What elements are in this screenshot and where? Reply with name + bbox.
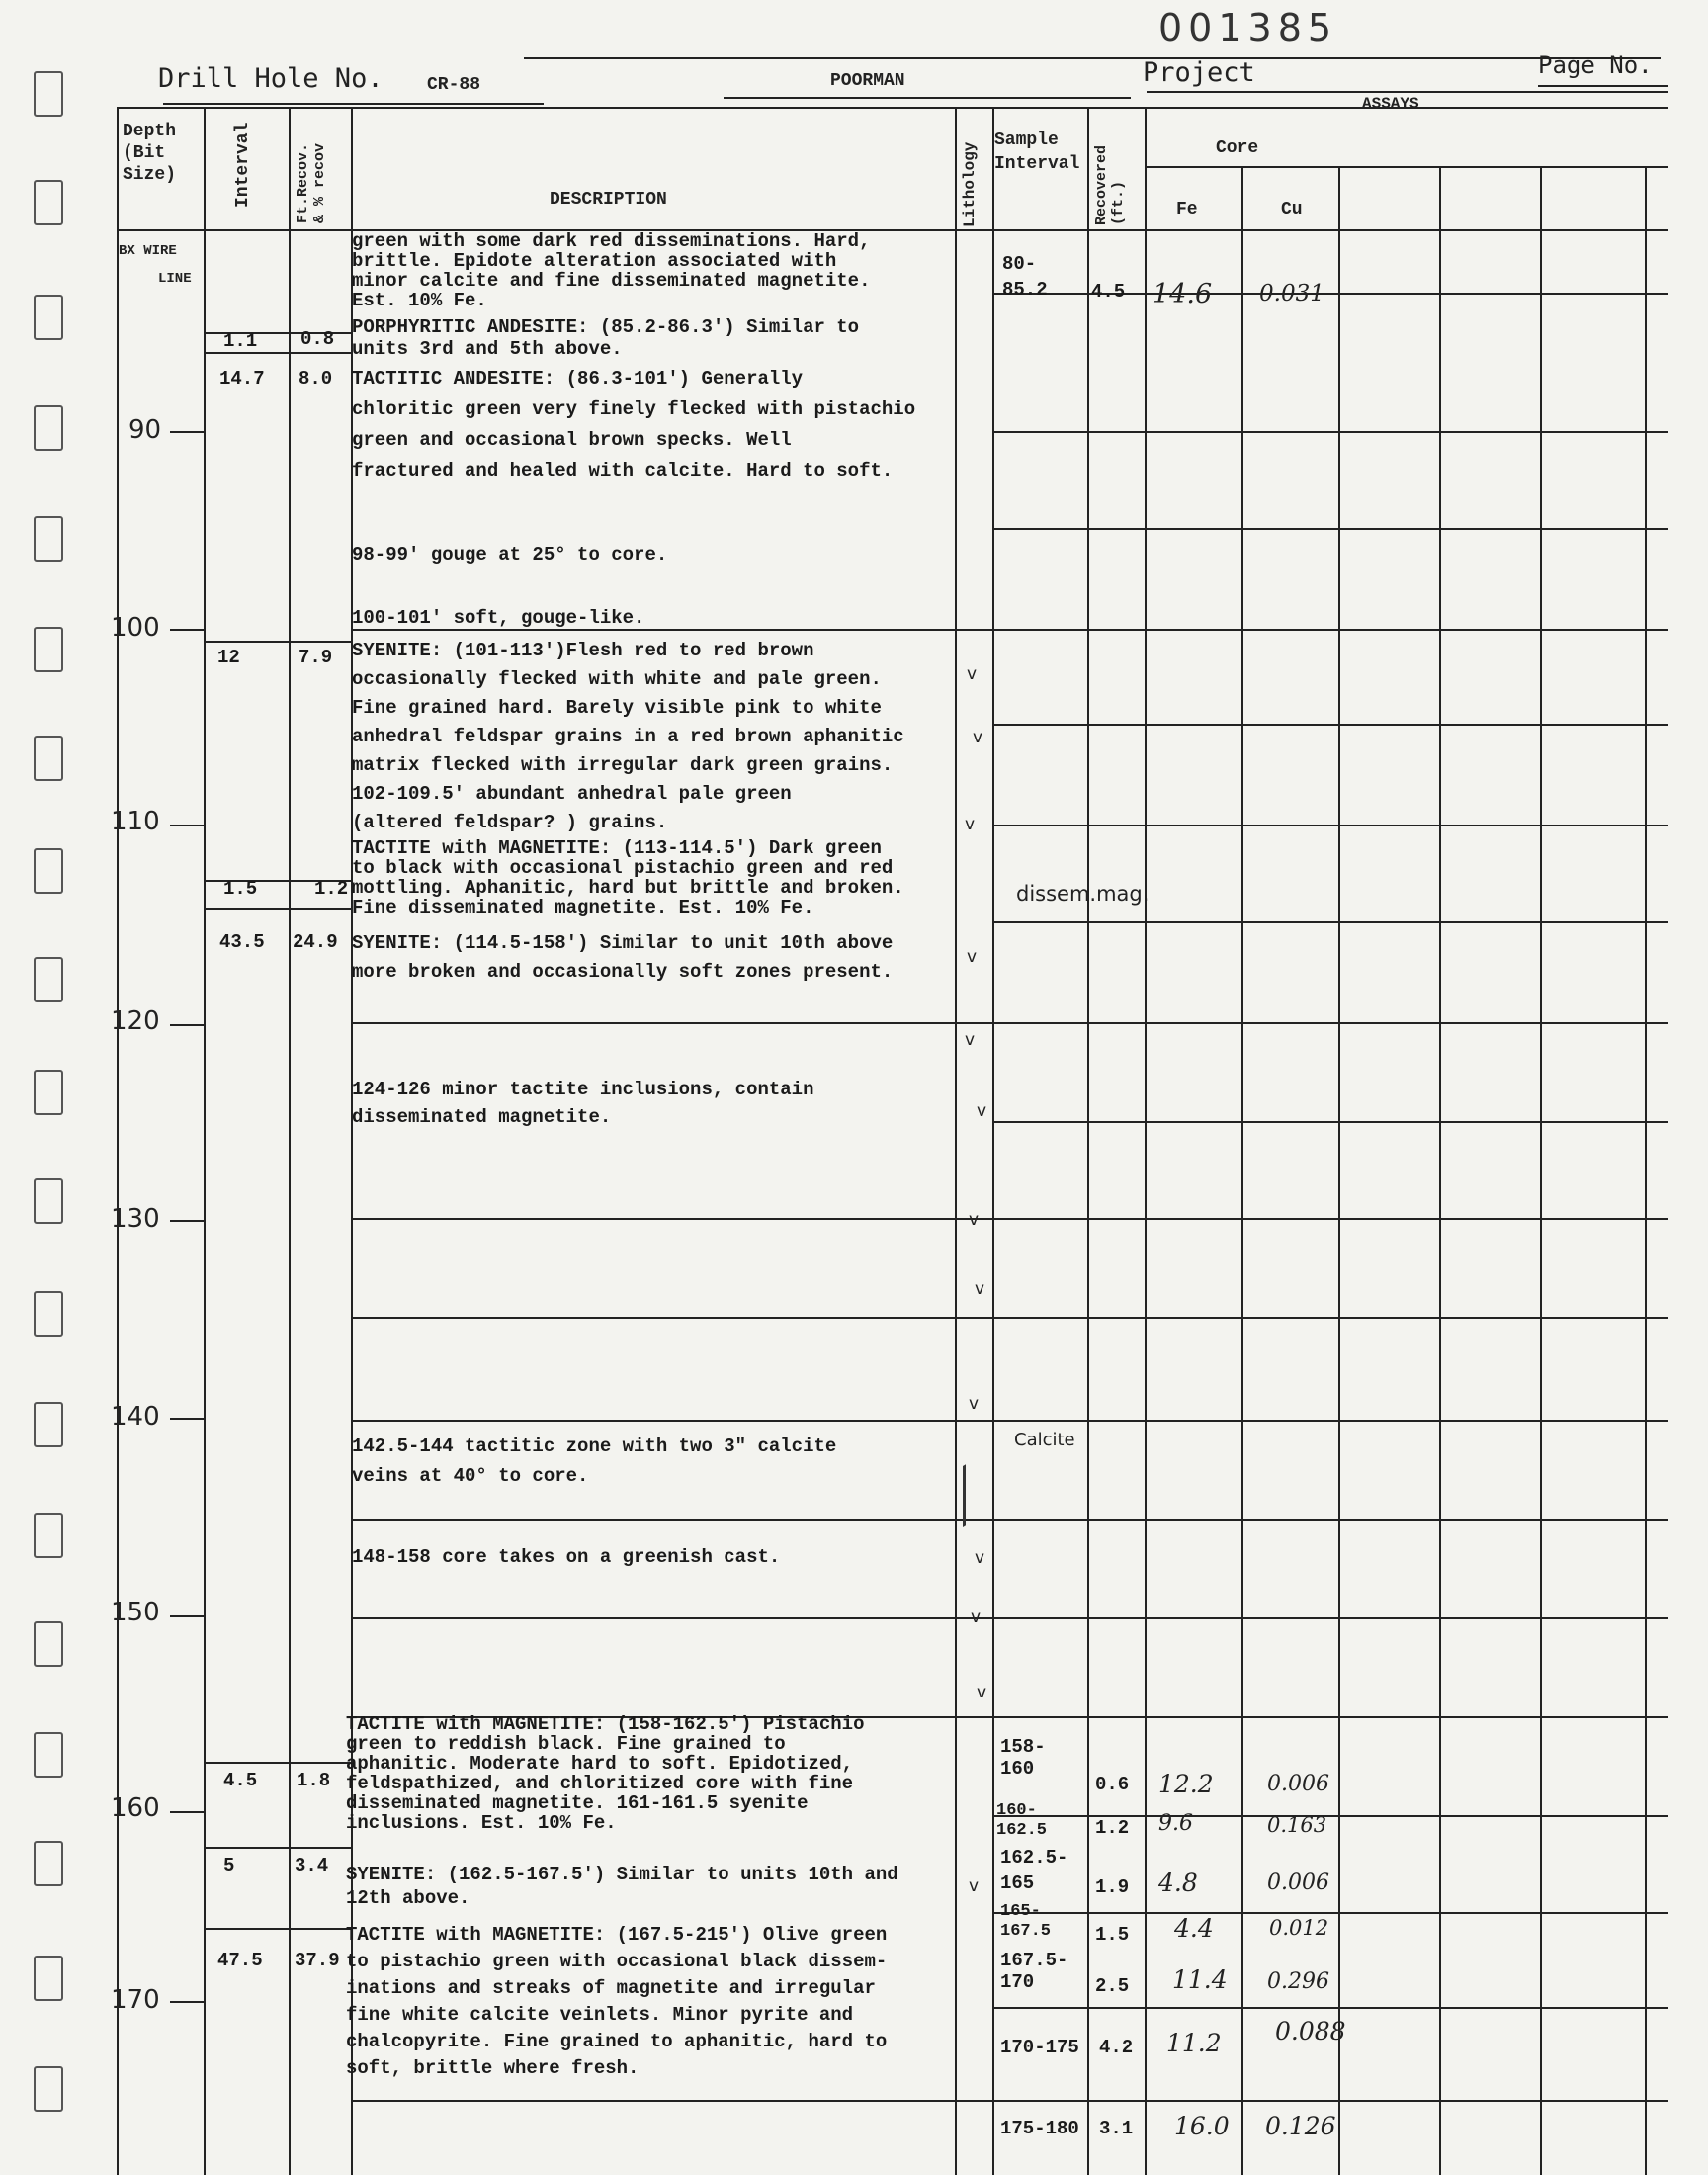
recovered-value: 0.6 — [1095, 1774, 1130, 1795]
punch-hole — [34, 295, 63, 340]
assay-column-border — [1439, 166, 1441, 2175]
recovery-value: 8.0 — [299, 368, 333, 390]
row-line — [992, 528, 1668, 530]
interval-value: 1.1 — [223, 330, 258, 352]
punch-hole — [34, 1291, 63, 1337]
dissem-mag-note: dissem.mag. — [1016, 882, 1150, 906]
cu-value: 0.088 — [1275, 2017, 1346, 2045]
lithology-v-mark: v — [977, 1101, 987, 1121]
depth-tick — [170, 431, 206, 433]
description-block: 100-101' soft, gouge-like. — [352, 607, 645, 629]
lithology-v-mark: v — [975, 1548, 985, 1568]
lithology-v-mark: v — [977, 1683, 987, 1702]
interval-value: 4.5 — [223, 1770, 258, 1791]
lithology-v-mark: v — [975, 1279, 985, 1299]
fe-header: Fe — [1176, 200, 1198, 219]
punch-hole — [34, 1841, 63, 1886]
description-block: 142.5-144 tactitic zone with two 3" calcite veins at 40° to core. — [352, 1436, 837, 1487]
assay-column-border — [1540, 166, 1542, 2175]
calcite-note: Calcite — [1014, 1430, 1075, 1450]
depth-label: 120 — [111, 1006, 160, 1036]
unit-boundary — [204, 1847, 352, 1849]
recovered-border — [1145, 107, 1147, 2175]
interval-value: 14.7 — [219, 368, 265, 390]
drill-hole-number: CR-88 — [427, 75, 481, 95]
row-line — [351, 1420, 1668, 1422]
sample-interval-value: 158-160 — [1000, 1736, 1046, 1780]
description-block: SYENITE: (101-113')Flesh red to red brown occasionally flecked with white and pale green. Fine grained hard. Barely visible pink to white anhedral feldspar grains in a red brown aphanitic matrix flecked with irregular dark green grains. 102-109.5' abundant anhedral pale green (altered feldspar? ) grains. — [352, 640, 904, 833]
row-line — [992, 2007, 1668, 2009]
sample-interval-value: 160-162.5 — [996, 1801, 1048, 1840]
fe-value: 4.4 — [1174, 1914, 1214, 1943]
punch-hole — [34, 1402, 63, 1447]
row-line — [992, 1912, 1668, 1914]
recovery-value: 1.2 — [314, 878, 349, 900]
description-block: TACTITE with MAGNETITE: (167.5-215') Olive green to pistachio green with occasional black dissem- inations and streaks of magnetite and irregular fine white calcite veinlets. Minor pyrite and chalcopyrite. Fine grained to aphanitic, hard to soft, brittle where fresh. — [346, 1924, 888, 2079]
fe-value: 14.6 — [1153, 279, 1213, 309]
punch-hole — [34, 2066, 63, 2112]
calcite-vein-symbol — [963, 1448, 993, 1527]
lithology-v-mark: v — [965, 815, 976, 834]
recovered-value: 1.2 — [1095, 1817, 1130, 1839]
header-top-rule — [524, 57, 1661, 59]
depth-column-left-border — [117, 107, 119, 2175]
table-top-rule — [117, 107, 1668, 109]
cu-value: 0.006 — [1267, 1772, 1329, 1796]
depth-label: 150 — [111, 1598, 160, 1627]
sample-interval-value: 170-175 — [1000, 2037, 1079, 2058]
fe-column-border — [1241, 166, 1243, 2175]
lithology-v-mark: v — [967, 947, 978, 967]
depth-label: 100 — [111, 613, 160, 643]
description-block: 148-158 core takes on a greenish cast. — [352, 1546, 781, 1568]
serial-number: 001385 — [1158, 6, 1338, 49]
fe-value: 11.4 — [1172, 1965, 1228, 1994]
unit-boundary — [204, 352, 352, 354]
property-underline — [724, 97, 1131, 99]
depth-tick — [170, 1615, 206, 1617]
row-line — [992, 431, 1668, 433]
depth-label: 130 — [111, 1204, 160, 1234]
recovered-value: 2.5 — [1095, 1975, 1130, 1997]
recovered-value: 1.5 — [1095, 1924, 1130, 1946]
row-line — [992, 825, 1668, 826]
recovered-header: Recovered (ft.) — [1093, 144, 1127, 225]
bit-size: BX WIRE LINE — [119, 243, 192, 287]
cu-value: 0.126 — [1265, 2112, 1336, 2140]
fe-value: 9.6 — [1158, 1811, 1193, 1836]
row-line — [351, 629, 1668, 631]
row-line — [351, 1519, 1668, 1521]
page-label: Page No. — [1538, 51, 1653, 79]
description-block: TACTITIC ANDESITE: (86.3-101') Generally chloritic green very finely flecked with pistachio green and occasional brown specks. Well fractured and healed with calcite. Hard to soft. — [352, 368, 916, 481]
description-block: SYENITE: (114.5-158') Similar to unit 10th above more broken and occasionally soft zones present. — [352, 932, 894, 983]
depth-label: 160 — [111, 1793, 160, 1823]
depth-label: 170 — [111, 1985, 160, 2015]
depth-label: 140 — [111, 1402, 160, 1432]
row-line — [992, 921, 1668, 923]
unit-boundary — [204, 908, 352, 910]
row-line — [351, 1317, 1668, 1319]
recovered-value: 4.5 — [1091, 281, 1126, 303]
row-line — [351, 1022, 1668, 1024]
sample-interval-header: Sample Interval — [994, 130, 1080, 174]
recovery-value: 7.9 — [299, 647, 333, 668]
punch-hole — [34, 180, 63, 225]
lithology-right-border — [992, 107, 994, 2175]
recovery-value: 24.9 — [293, 931, 338, 953]
recovered-value: 1.9 — [1095, 1876, 1130, 1898]
punch-hole — [34, 848, 63, 894]
unit-boundary — [204, 1762, 352, 1764]
depth-tick — [170, 1418, 206, 1420]
lithology-v-mark: v — [969, 1876, 980, 1896]
description-block: green with some dark red disseminations. Hard, brittle. Epidote alteration associated with minor calcite and fine disseminated magnetite. Est. 10% Fe. — [352, 230, 871, 311]
description-block: TACTITE with MAGNETITE: (158-162.5') Pistachio green to reddish black. Fine grained to aphanitic. Moderate hard to soft. Epidotized, feldspathized, and chloritized core with fine disseminated magnetite. 161-161.5 syenite inclusions. Est. 10% Fe. — [346, 1713, 865, 1834]
recovered-value: 4.2 — [1099, 2037, 1134, 2058]
drill-hole-underline — [163, 103, 544, 105]
punch-hole — [34, 1732, 63, 1778]
punch-hole — [34, 627, 63, 672]
cu-value: 0.006 — [1267, 1870, 1329, 1895]
fe-value: 16.0 — [1174, 2112, 1230, 2140]
recovery-column-border — [289, 107, 291, 2175]
description-block: 98-99' gouge at 25° to core. — [352, 544, 668, 566]
recovered-value: 3.1 — [1099, 2118, 1134, 2139]
description-header: DESCRIPTION — [550, 190, 667, 210]
sample-interval-value: 165-167.5 — [1000, 1902, 1052, 1941]
depth-tick — [170, 1811, 206, 1813]
recovery-value: 1.8 — [297, 1770, 331, 1791]
description-block: PORPHYRITIC ANDESITE: (85.2-86.3') Similar to units 3rd and 5th above. — [352, 316, 860, 360]
description-block: SYENITE: (162.5-167.5') Similar to units 10th and 12th above. — [346, 1864, 898, 1909]
assays-header: ASSAYS — [1362, 95, 1419, 113]
fe-value: 4.8 — [1158, 1869, 1198, 1897]
cu-value: 0.031 — [1259, 281, 1324, 306]
depth-tick — [170, 2001, 206, 2003]
cu-header: Cu — [1281, 200, 1303, 219]
lithology-v-mark: v — [971, 1608, 982, 1627]
assay-column-border — [1645, 166, 1647, 2175]
row-line — [992, 1815, 1668, 1817]
property-name: POORMAN — [830, 71, 905, 91]
sample-interval-value: 162.5-165 — [1000, 1847, 1068, 1894]
drill-hole-label: Drill Hole No. — [158, 63, 384, 94]
sample-interval-value: 80-85.2 — [1002, 253, 1048, 301]
cu-column-border — [1338, 166, 1340, 2175]
depth-label: 110 — [111, 807, 160, 836]
interval-value: 1.5 — [223, 878, 258, 900]
cu-value: 0.012 — [1269, 1916, 1329, 1940]
row-line — [992, 724, 1668, 726]
interval-value: 43.5 — [219, 931, 265, 953]
page-underline — [1538, 85, 1668, 87]
punch-hole — [34, 1070, 63, 1115]
fe-value: 12.2 — [1158, 1770, 1214, 1798]
interval-header: Interval — [233, 122, 253, 208]
punch-hole — [34, 1513, 63, 1558]
depth-tick — [170, 825, 206, 826]
cu-value: 0.296 — [1267, 1969, 1329, 1994]
punch-hole — [34, 516, 63, 562]
assays-subheader-rule — [1147, 166, 1668, 168]
core-header: Core — [1216, 138, 1259, 158]
sample-interval-value: 175-180 — [1000, 2118, 1079, 2139]
recovery-value: 3.4 — [295, 1855, 329, 1876]
row-line — [351, 2100, 1668, 2102]
lithology-v-mark: v — [967, 664, 978, 684]
lithology-header: Lithology — [961, 141, 979, 227]
lithology-v-mark: v — [973, 728, 983, 747]
recovery-value: 0.8 — [300, 328, 335, 350]
interval-value: 12 — [217, 647, 240, 668]
header-right-rule — [1147, 91, 1668, 93]
punch-hole — [34, 405, 63, 451]
depth-tick — [170, 1220, 206, 1222]
lithology-v-mark: v — [969, 1394, 980, 1414]
punch-hole — [34, 1956, 63, 2001]
sample-interval-border — [1087, 107, 1089, 2175]
unit-boundary — [204, 1928, 352, 1930]
interval-value: 5 — [223, 1855, 235, 1876]
lithology-v-mark: v — [969, 1210, 980, 1230]
punch-hole — [34, 1178, 63, 1224]
depth-tick — [170, 1024, 206, 1026]
description-block: TACTITE with MAGNETITE: (113-114.5') Dark green to black with occasional pistachio green and red mottling. Aphanitic, hard but brittle and broken. Fine disseminated magnetite. Est. 10% Fe. — [352, 837, 904, 918]
sample-interval-value: 167.5-170 — [1000, 1950, 1068, 1993]
punch-hole — [34, 1621, 63, 1667]
recovery-value: 37.9 — [295, 1950, 340, 1971]
row-line — [351, 1617, 1668, 1619]
lithology-v-mark: v — [965, 1030, 976, 1050]
row-line — [351, 1218, 1668, 1220]
depth-tick — [170, 629, 206, 631]
punch-hole — [34, 736, 63, 781]
recovery-header: Ft.Recov. & % recov — [295, 142, 328, 223]
depth-header: Depth (Bit Size) — [123, 122, 177, 185]
interval-value: 47.5 — [217, 1950, 263, 1971]
punch-hole — [34, 957, 63, 1002]
fe-value: 11.2 — [1166, 2029, 1222, 2057]
lithology-left-border — [955, 107, 957, 2175]
punch-hole — [34, 71, 63, 117]
row-line — [992, 1121, 1668, 1123]
unit-boundary — [204, 641, 352, 643]
project-label: Project — [1143, 57, 1255, 88]
table-header-bottom-rule — [117, 229, 1668, 231]
cu-value: 0.163 — [1267, 1813, 1327, 1837]
interval-column-border — [204, 107, 206, 2175]
depth-label: 90 — [128, 415, 162, 445]
description-block: 124-126 minor tactite inclusions, contain disseminated magnetite. — [352, 1079, 814, 1128]
